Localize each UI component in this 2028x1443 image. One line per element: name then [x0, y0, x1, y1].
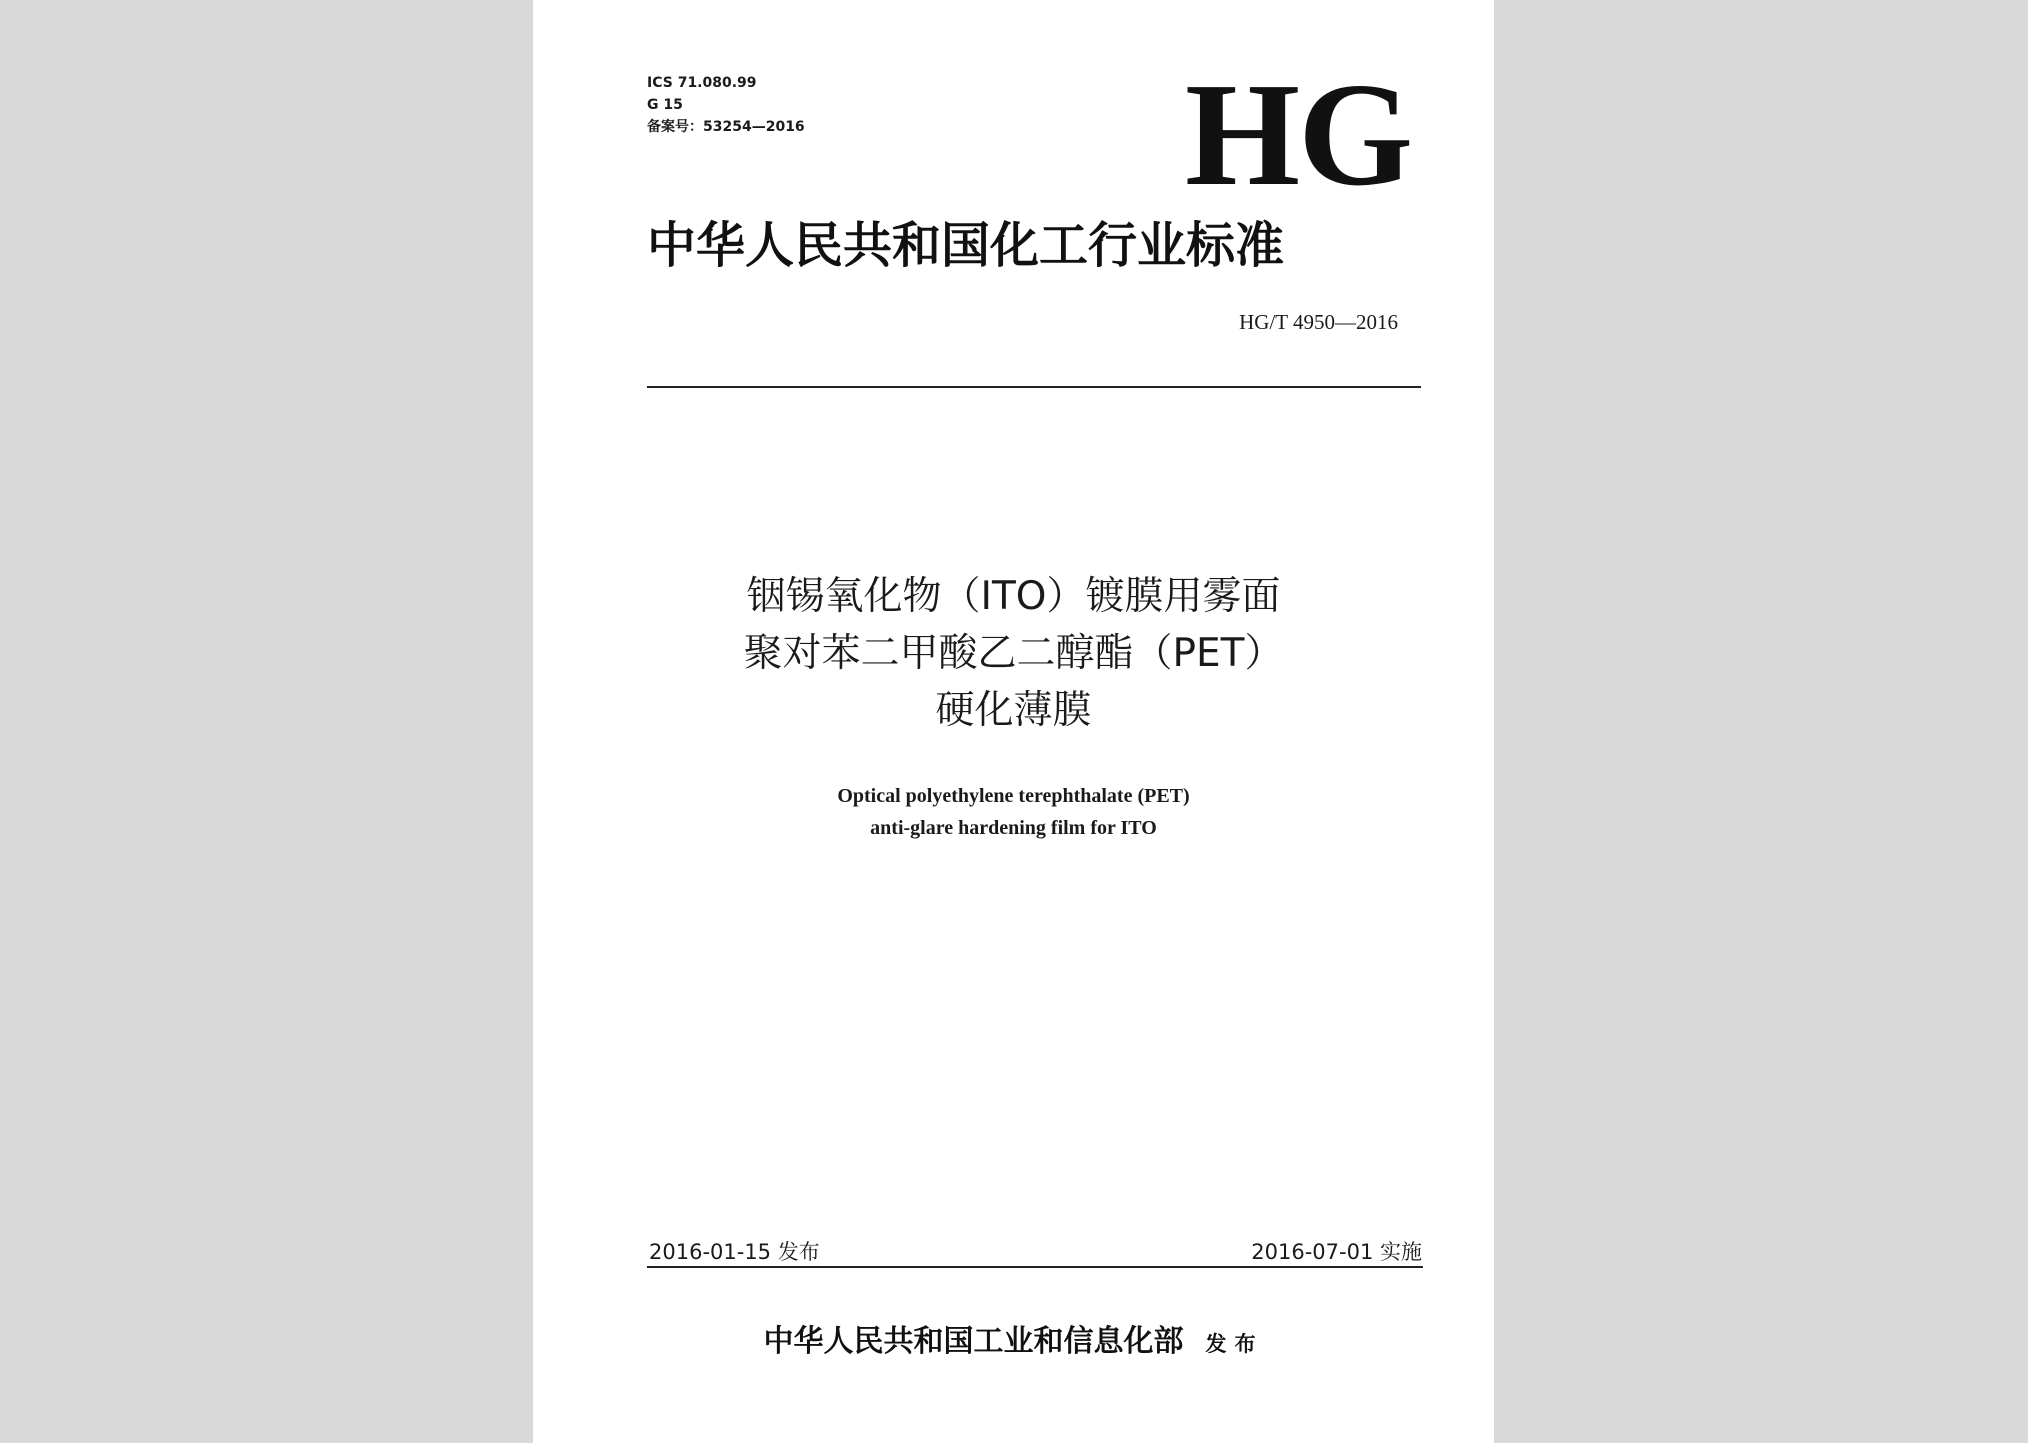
issuer-line	[533, 1316, 1494, 1360]
standard-code: HG/T 4950—2016	[1239, 310, 1398, 334]
title-cn-line: 铟锡氧化物（ITO）镀膜用雾面	[746, 574, 1281, 619]
document-page	[533, 0, 1494, 1443]
ccs-code: G 15	[647, 97, 683, 113]
dates-row	[649, 1236, 1422, 1268]
hg-logo: HG	[1185, 53, 1412, 217]
title-en-line: anti-glare hardening film for ITO	[870, 817, 1157, 839]
title-en-line: Optical polyethylene terephthalate (PET)	[837, 785, 1190, 807]
title-cn-line: 聚对苯二甲酸乙二醇酯（PET）	[743, 631, 1284, 676]
implementation-date: 2016-07-01 实施	[1251, 1240, 1422, 1264]
document-title-cn	[533, 568, 1494, 739]
title-cn-line: 硬化薄膜	[935, 688, 1092, 733]
issuing-authority: 中华人民共和国工业和信息化部	[763, 1324, 1184, 1359]
filing-number: 备案号：53254—2016	[647, 119, 805, 135]
top-divider	[647, 386, 1421, 388]
issue-date: 2016-01-15 发布	[649, 1240, 820, 1264]
classification-info	[647, 72, 805, 138]
ics-code: ICS 71.080.99	[647, 75, 757, 91]
issue-verb: 发布	[1205, 1332, 1264, 1356]
standard-category-title: 中华人民共和国化工行业标准	[647, 217, 1285, 274]
bottom-divider	[647, 1266, 1423, 1268]
document-title-en	[533, 780, 1494, 844]
